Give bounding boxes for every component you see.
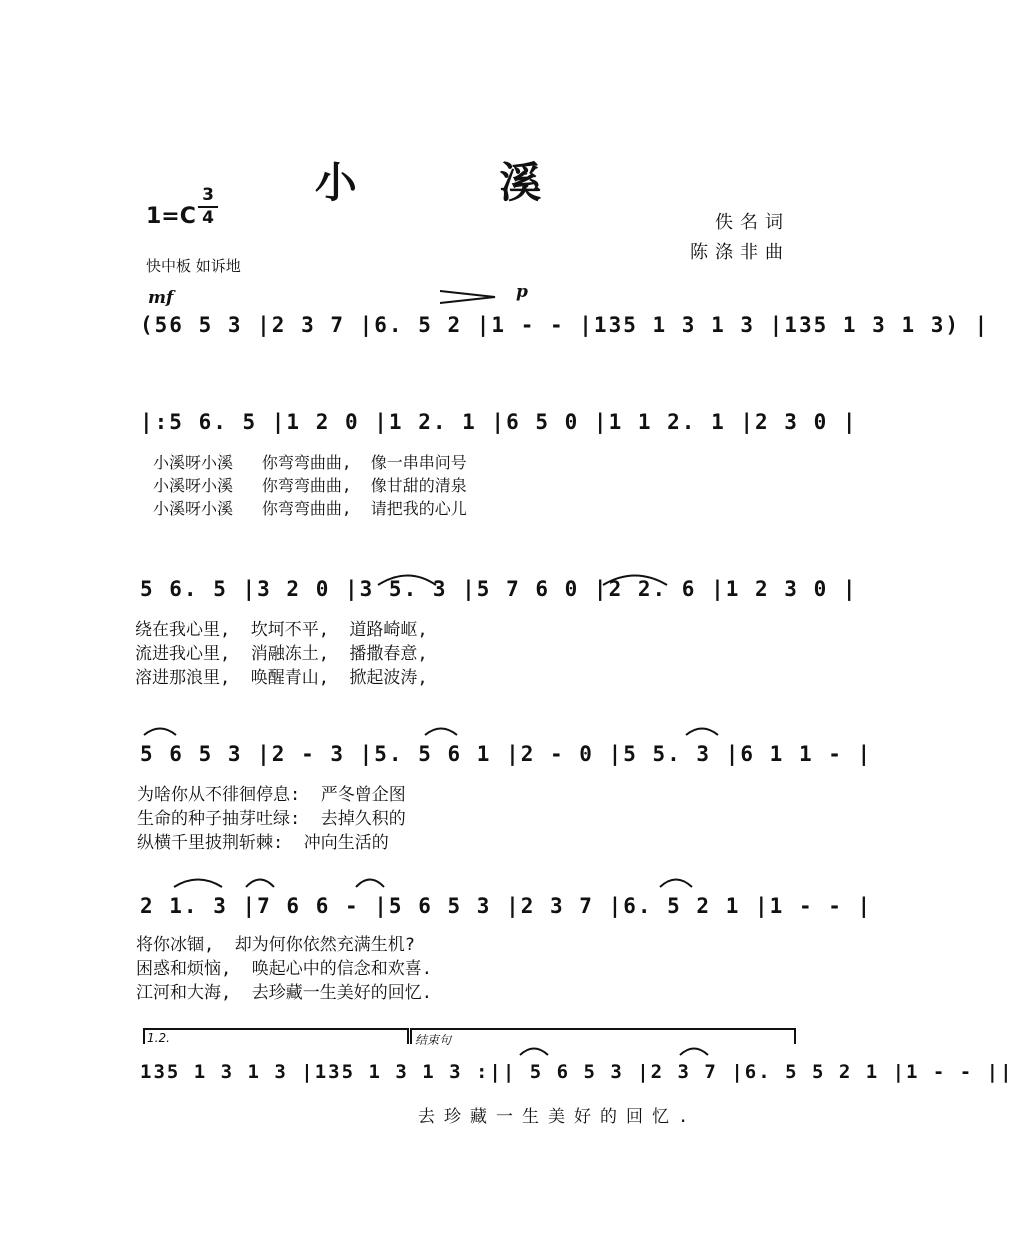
score-row-3-notes: 5 6. 5 |3 2 0 |3 5. 3 |5 7 6 0 |2 2. 6 |1 2 3 0 | xyxy=(140,577,858,601)
row-2-verse-1: 小溪呀小溪 你弯弯曲曲, 像一串串问号 xyxy=(153,453,467,472)
slur-row5-d xyxy=(660,880,692,888)
dynamic-p: p xyxy=(516,282,528,302)
row-4-verse-1: 为啥你从不徘徊停息: 严冬曾企图 xyxy=(137,785,406,805)
score-row-5-notes: 2 1. 3 |7 6 6 - |5 6 5 3 |2 3 7 |6. 5 2 1 |1 - - | xyxy=(140,894,873,918)
volta-bracket xyxy=(143,1028,409,1044)
dynamic-mf: mf xyxy=(148,288,174,308)
time-signature xyxy=(198,186,218,228)
key-signature: 1=C xyxy=(146,204,196,229)
meter-bottom: 4 xyxy=(202,208,214,228)
score-row-2-notes: |:5 6. 5 |1 2 0 |1 2. 1 |6 5 0 |1 1 2. 1 |2 3 0 | xyxy=(140,410,858,434)
row-2-verse-2: 小溪呀小溪 你弯弯曲曲, 像甘甜的清泉 xyxy=(153,476,467,495)
ending-bracket xyxy=(410,1028,796,1044)
slur-row4-a xyxy=(144,729,176,736)
row-4-verse-2: 生命的种子抽芽吐绿: 去掉久积的 xyxy=(137,809,406,829)
row-3-verse-1: 绕在我心里, 坎坷不平, 道路崎岖, xyxy=(135,620,428,640)
lyricist-credit: 佚名词 xyxy=(715,212,790,233)
slur-row5-a xyxy=(174,880,222,888)
song-title: 小 溪 xyxy=(314,158,606,207)
tempo-marking: 快中板 如诉地 xyxy=(146,257,241,275)
meter-top: 3 xyxy=(202,185,214,205)
row-5-verse-1: 将你冰锢, 却为何你依然充满生机? xyxy=(136,935,415,955)
row-3-verse-2: 流进我心里, 消融冻土, 播撒春意, xyxy=(135,644,428,664)
score-row-4-notes: 5 6 5 3 |2 - 3 |5. 5 6 1 |2 - 0 |5 5. 3 |6 1 1 - | xyxy=(140,742,873,766)
composer-credit: 陈涤非曲 xyxy=(690,242,790,263)
slur-row6-b xyxy=(680,1049,708,1056)
slur-row5-b xyxy=(246,880,274,888)
row-3-verse-3: 溶进那浪里, 唤醒青山, 掀起波涛, xyxy=(135,668,428,688)
slur-row6-a xyxy=(520,1049,548,1056)
score-row-6-notes: 135 1 3 1 3 |135 1 3 1 3 :|| 5 6 5 3 |2 3 7 |6. 5 5 2 1 |1 - - || xyxy=(140,1061,1014,1083)
volta-label: 1.2. xyxy=(147,1031,170,1045)
row-5-verse-2: 困惑和烦恼, 唤起心中的信念和欢喜. xyxy=(136,959,432,979)
row-4-verse-3: 纵横千里披荆斩棘: 冲向生活的 xyxy=(137,833,389,853)
decrescendo-hairpin xyxy=(440,291,495,303)
ending-label: 结束句 xyxy=(415,1033,452,1047)
slur-row4-c xyxy=(686,729,718,736)
row-2-verse-3: 小溪呀小溪 你弯弯曲曲, 请把我的心儿 xyxy=(153,499,467,518)
score-row-1-notes: (56 5 3 |2 3 7 |6. 5 2 |1 - - |135 1 3 1 3 |135 1 3 1 3) | xyxy=(140,313,990,337)
slur-row5-c xyxy=(356,880,384,888)
row-5-verse-3: 江河和大海, 去珍藏一生美好的回忆. xyxy=(136,983,432,1003)
ending-lyric: 去珍藏一生美好的回忆. xyxy=(418,1107,698,1127)
slur-row4-b xyxy=(425,729,457,736)
